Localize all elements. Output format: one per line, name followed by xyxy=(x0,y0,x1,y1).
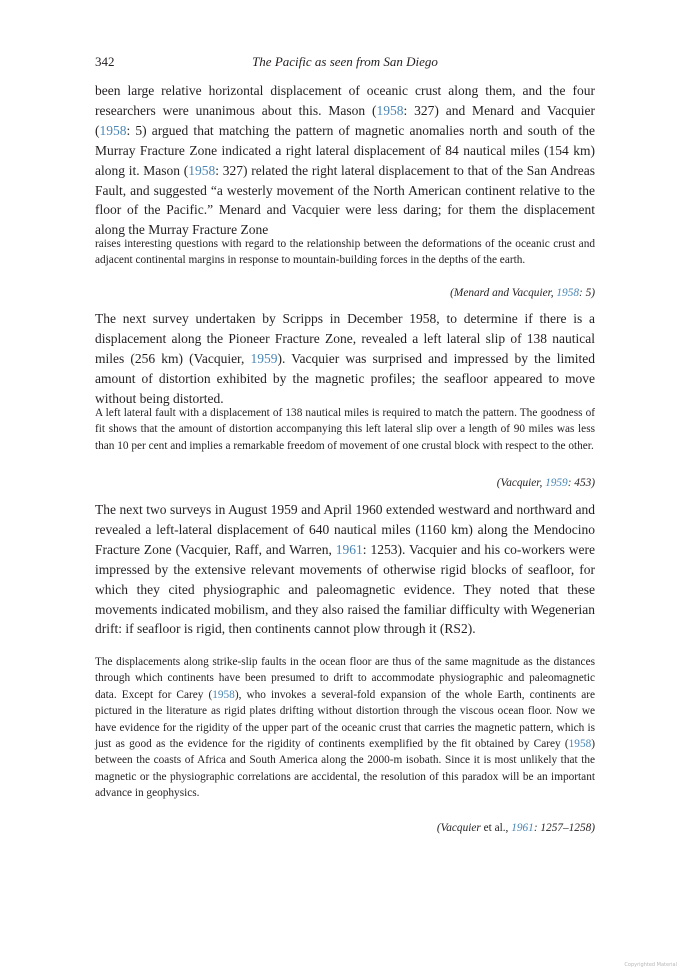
reference-link[interactable]: 1961 xyxy=(511,822,534,834)
reference-link[interactable]: 1958 xyxy=(188,162,216,178)
reference-link[interactable]: 1961 xyxy=(335,541,363,557)
body-paragraph-2: The next survey undertaken by Scripps in December 1958, to determine if there is a displacement along the Pioneer Fracture Zone, revealed a left lateral slip of 138 nautical miles (256 km) (Vacquier, 1959). Vacquier was surprised and impressed by the limited amount of distortion exhibited by the magnetic profiles; the seafloor appeared to move without being distorted. xyxy=(95,311,595,406)
reference-link[interactable]: 1958 xyxy=(212,688,235,701)
reference-link[interactable]: 1958 xyxy=(99,122,127,138)
body-paragraph-1: been large relative horizontal displacement of oceanic crust along them, and the four researchers were unanimous about this. Mason (1958: 327) and Menard and Vacquier (1958: 5) argued that matching the pattern of magnetic anomalies north and south of the Murray Fracture Zone indicated a right lateral displacement of 84 nautical miles (154 km) along it. Mason (1958: 327) related the right lateral displacement to that of the San Andreas Fault, and suggested “a westerly movement of the North American continent relative to the floor of the Pacific.” Menard and Vacquier were less daring; for them the displacement along the Murray Fracture Zone xyxy=(95,83,595,238)
block-quote-3: The displacements along strike-slip faults in the ocean floor are thus of the same magnitude as the distances through which continents have been presumed to drift to accommodate physiographic and paleomagnetic data. Except for Carey (1958), who invokes a several-fold expansion of the whole Earth, continents are pictured in the literature as rigid plates drifting without distortion through the viscous ocean floor. Now we have evidence for the rigidity of the upper part of the oceanic crust that carries the magnetic pattern, which is just as good as the evidence for the rigidity of continents exemplified by the fit obtained by Carey (1958) between the coasts of Africa and South America along the 2000-m isobath. Since it is most unlikely that the magnetic or the physiographic correlations are accidental, the resolution of this paradox will be an important advance in geophysics. xyxy=(95,656,595,800)
page-number: 342 xyxy=(95,54,115,69)
page-header xyxy=(95,54,595,70)
reference-link[interactable]: 1959 xyxy=(250,350,278,366)
running-title: The Pacific as seen from San Diego xyxy=(252,54,438,69)
reference-link[interactable]: 1958 xyxy=(568,738,592,751)
quote-citation-1: (Menard and Vacquier, 1958: 5) xyxy=(450,287,595,299)
reference-link[interactable]: 1958 xyxy=(376,102,404,118)
block-quote-2: A left lateral fault with a displacement of 138 nautical miles is required to match the pattern. The goodness of fit shows that the amount of distortion accompanying this left lateral slip over a length of 90 miles was less than 10 per cent and implies a remarkable freedom of movement of one crustal block with respect to the other. xyxy=(95,407,595,452)
body-paragraph-3: The next two surveys in August 1959 and April 1960 extended westward and northward and revealed a left-lateral displacement of 640 nautical miles (1160 km) along the Mendocino Fracture Zone (Vacquier, Raff, and Warren, 1961: 1253). Vacquier and his co-workers were impressed by the extensive relevant movements of otherwise rigid blocks of seafloor, for which they cited physiographic and paleomagnetic evidence. They noted that these movements indicated mobilism, and they also raised the familiar difficulty with Wegenerian drift: if seafloor is rigid, then continents cannot plow through it (RS2). xyxy=(95,502,595,637)
reference-link[interactable]: 1959 xyxy=(545,477,568,489)
block-quote-1: raises interesting questions with regard to the relationship between the deformations of the oceanic crust and adjacent continental margins in response to mountain-building forces in the depths of the earth. xyxy=(95,238,595,267)
reference-link[interactable]: 1958 xyxy=(556,287,579,299)
quote-citation-2: (Vacquier, 1959: 453) xyxy=(496,477,595,489)
quote-citation-3: (Vacquier et al., 1961: 1257–1258) xyxy=(436,822,595,834)
copyright-watermark: Copyrighted Material xyxy=(624,962,677,968)
